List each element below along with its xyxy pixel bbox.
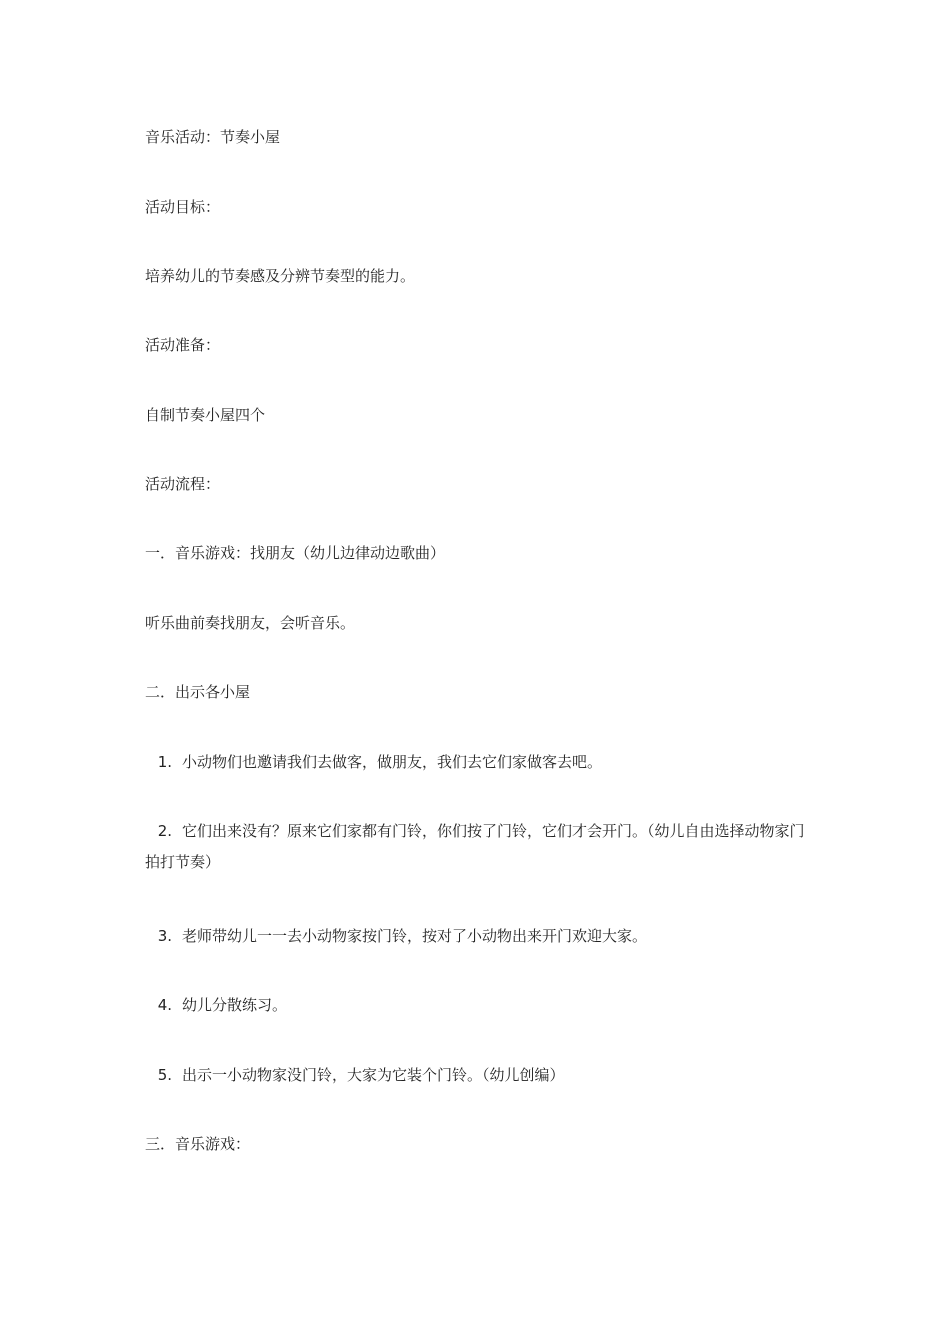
list-item <box>145 990 815 1021</box>
list-item-number: 4. <box>157 996 172 1014</box>
list-item-text: 它们出来没有？原来它们家都有门铃，你们按了门铃，它们才会开门。（幼儿自由选择动物家门拍打节奏） <box>145 822 805 871</box>
list-item <box>145 921 815 952</box>
step-one-text: 听乐曲前奏找朋友，会听音乐。 <box>145 614 356 632</box>
step-two-heading: 二．出示各小屋 <box>145 683 251 701</box>
list-item-text: 小动物们也邀请我们去做客，做朋友，我们去它们家做客去吧。 <box>182 753 603 771</box>
step-one-heading: 一．音乐游戏：找朋友（幼儿边律动边歌曲） <box>145 544 446 562</box>
doc-title: 音乐活动：节奏小屋 <box>145 128 281 146</box>
step-three-heading: 三．音乐游戏： <box>145 1135 251 1153</box>
flow-heading: 活动流程： <box>145 475 221 493</box>
goal-heading: 活动目标： <box>145 198 221 216</box>
prep-text: 自制节奏小屋四个 <box>145 406 266 424</box>
list-item-number: 2. <box>157 822 172 840</box>
list-item <box>145 747 815 778</box>
list-item <box>145 816 815 878</box>
list-item-text: 出示一小动物家没门铃，大家为它装个门铃。（幼儿创编） <box>182 1066 565 1084</box>
goal-text: 培养幼儿的节奏感及分辨节奏型的能力。 <box>145 267 416 285</box>
list-item-number: 3. <box>157 927 172 945</box>
list-item-text: 幼儿分散练习。 <box>182 996 288 1014</box>
list-item-number: 5. <box>157 1066 172 1084</box>
list-item-text: 老师带幼儿一一去小动物家按门铃，按对了小动物出来开门欢迎大家。 <box>182 927 648 945</box>
prep-heading: 活动准备： <box>145 336 221 354</box>
list-item-number: 1. <box>157 753 172 771</box>
list-item <box>145 1060 815 1091</box>
